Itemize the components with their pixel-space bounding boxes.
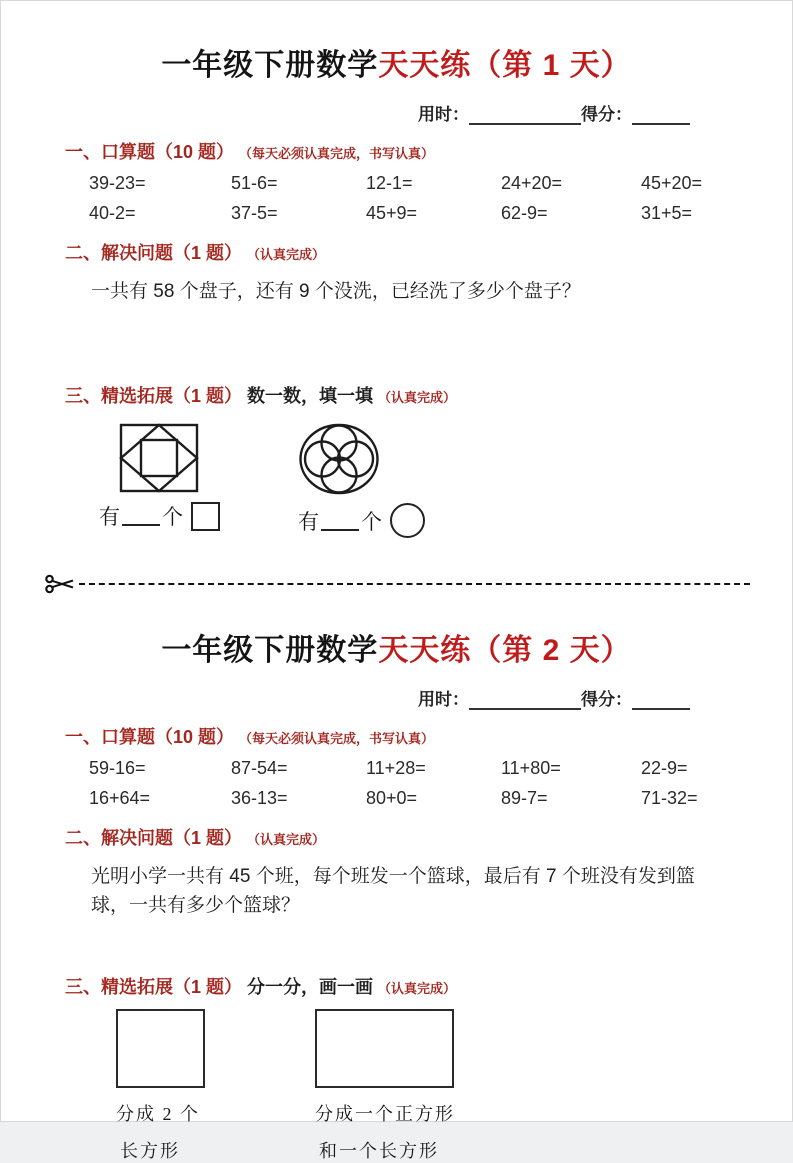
work-space-day2 xyxy=(1,920,792,960)
partition-box-small xyxy=(116,1009,205,1088)
problem-cell: 24+20= xyxy=(501,173,563,193)
count-squares-prompt xyxy=(99,501,220,531)
score-label: 得分： xyxy=(581,689,632,709)
extension-subtitle: 数一数，填一填 xyxy=(247,385,374,406)
problem-cell: 40-2= xyxy=(89,203,136,224)
title-red-part: 天天练（第 2 天） xyxy=(378,634,632,668)
oral-problems-grid-day2 xyxy=(89,756,752,811)
time-label: 用时： xyxy=(418,104,469,124)
solve-section-heading-day1 xyxy=(65,242,792,265)
word-problem-day1: 一共有 58 个盘子，还有 9 个没洗，已经洗了多少个盘子？ xyxy=(91,281,581,303)
problem-cell: 59-16= xyxy=(89,758,146,779)
problem-cell: 12-1= xyxy=(366,173,413,193)
problem-cell: 45+9= xyxy=(366,203,418,224)
circle-shape-icon xyxy=(390,503,425,538)
extension-section-heading-day1 xyxy=(65,385,792,408)
right-caption-line2: 和一个长方形 xyxy=(319,1140,439,1161)
extension-heading-text: 三、精选拓展（1 题） xyxy=(65,977,243,998)
problem-cell: 87-54= xyxy=(231,758,288,779)
oral-heading-text: 一、口算题（10 题） xyxy=(65,726,235,747)
count-blank-line xyxy=(122,506,160,526)
count-prompt-suffix: 个 xyxy=(162,505,183,530)
problem-cell: 11+28= xyxy=(366,758,426,779)
left-caption-line1: 分成 2 个 xyxy=(116,1103,200,1124)
problem-cell: 37-5= xyxy=(231,203,278,224)
problem-cell: 62-9= xyxy=(501,203,548,224)
problem-cell: 51-6= xyxy=(231,173,278,193)
word-problem-day2: 光明小学一共有 45 个班，每个班发一个篮球，最后有 7 个班没有发到篮球，一共有多少个篮球？ xyxy=(91,866,695,916)
flower-circles-column xyxy=(298,423,425,538)
square-shape-icon xyxy=(191,502,220,531)
problem-cell: 39-23= xyxy=(89,173,146,193)
oral-heading-text: 一、口算题（10 题） xyxy=(65,141,235,162)
oral-section-heading-day2 xyxy=(65,726,792,749)
dashed-cut-line xyxy=(79,583,750,585)
count-circles-prompt xyxy=(298,503,425,538)
extension-subtitle: 分一分，画一画 xyxy=(247,977,374,998)
count-prompt-prefix: 有 xyxy=(298,509,319,534)
time-score-row-day2 xyxy=(1,685,690,710)
extension-heading-note: （认真完成） xyxy=(378,981,457,997)
oral-problems-grid-day1 xyxy=(89,171,752,226)
nested-squares-column xyxy=(99,423,220,538)
partition-box-large xyxy=(315,1009,454,1088)
problem-cell: 36-13= xyxy=(231,788,288,809)
extension-heading-note: （认真完成） xyxy=(378,389,457,405)
problem-cell: 89-7= xyxy=(501,788,548,809)
problem-cell: 31+5= xyxy=(641,203,693,224)
title-red-part: 天天练（第 1 天） xyxy=(378,49,632,82)
time-blank-line xyxy=(469,692,581,710)
score-label: 得分： xyxy=(581,104,632,124)
day1-sheet xyxy=(1,49,792,538)
score-blank-line xyxy=(632,107,690,125)
count-blank-line xyxy=(321,511,359,531)
title-black-part: 一年级下册数学 xyxy=(161,634,379,668)
left-caption-line2: 长方形 xyxy=(120,1140,180,1161)
solve-heading-text: 二、解决问题（1 题） xyxy=(65,827,243,848)
problem-cell: 16+64= xyxy=(89,788,151,809)
oral-heading-note: （每天必须认真完成，书写认真） xyxy=(239,730,435,746)
nested-squares-figure xyxy=(119,423,199,493)
worksheet-title-day2 xyxy=(1,634,792,669)
partition-right-column xyxy=(315,1009,455,1163)
problem-cell: 22-9= xyxy=(641,758,688,779)
solve-heading-note: （认真完成） xyxy=(247,831,326,847)
title-black-part: 一年级下册数学 xyxy=(161,49,379,82)
score-blank-line xyxy=(632,692,690,710)
counting-figures-row xyxy=(99,423,792,538)
count-prompt-prefix: 有 xyxy=(99,505,120,530)
time-blank-line xyxy=(469,107,581,125)
right-caption-line1: 分成一个正方形 xyxy=(315,1103,455,1124)
solve-section-heading-day2 xyxy=(65,827,792,850)
day2-sheet xyxy=(1,634,792,1163)
work-space-day1 xyxy=(1,307,792,369)
extension-section-heading-day2 xyxy=(65,976,792,999)
flower-circles-figure xyxy=(298,423,380,495)
partition-figures-row xyxy=(116,1009,792,1163)
time-score-row-day1 xyxy=(1,100,690,125)
problem-cell: 45+20= xyxy=(641,173,703,193)
oral-heading-note: （每天必须认真完成，书写认真） xyxy=(239,145,435,161)
solve-heading-text: 二、解决问题（1 题） xyxy=(65,242,243,263)
extension-heading-text: 三、精选拓展（1 题） xyxy=(65,385,243,406)
solve-heading-note: （认真完成） xyxy=(247,246,326,262)
cut-divider xyxy=(45,574,750,594)
partition-left-column xyxy=(116,1009,205,1163)
problem-cell: 80+0= xyxy=(366,788,418,809)
count-prompt-suffix: 个 xyxy=(361,509,382,534)
time-label: 用时： xyxy=(418,689,469,709)
scissors-icon xyxy=(45,574,75,594)
problem-cell: 11+80= xyxy=(501,758,561,779)
worksheet-title-day1 xyxy=(1,49,792,84)
problem-cell: 71-32= xyxy=(641,788,698,809)
oral-section-heading-day1 xyxy=(65,141,792,164)
